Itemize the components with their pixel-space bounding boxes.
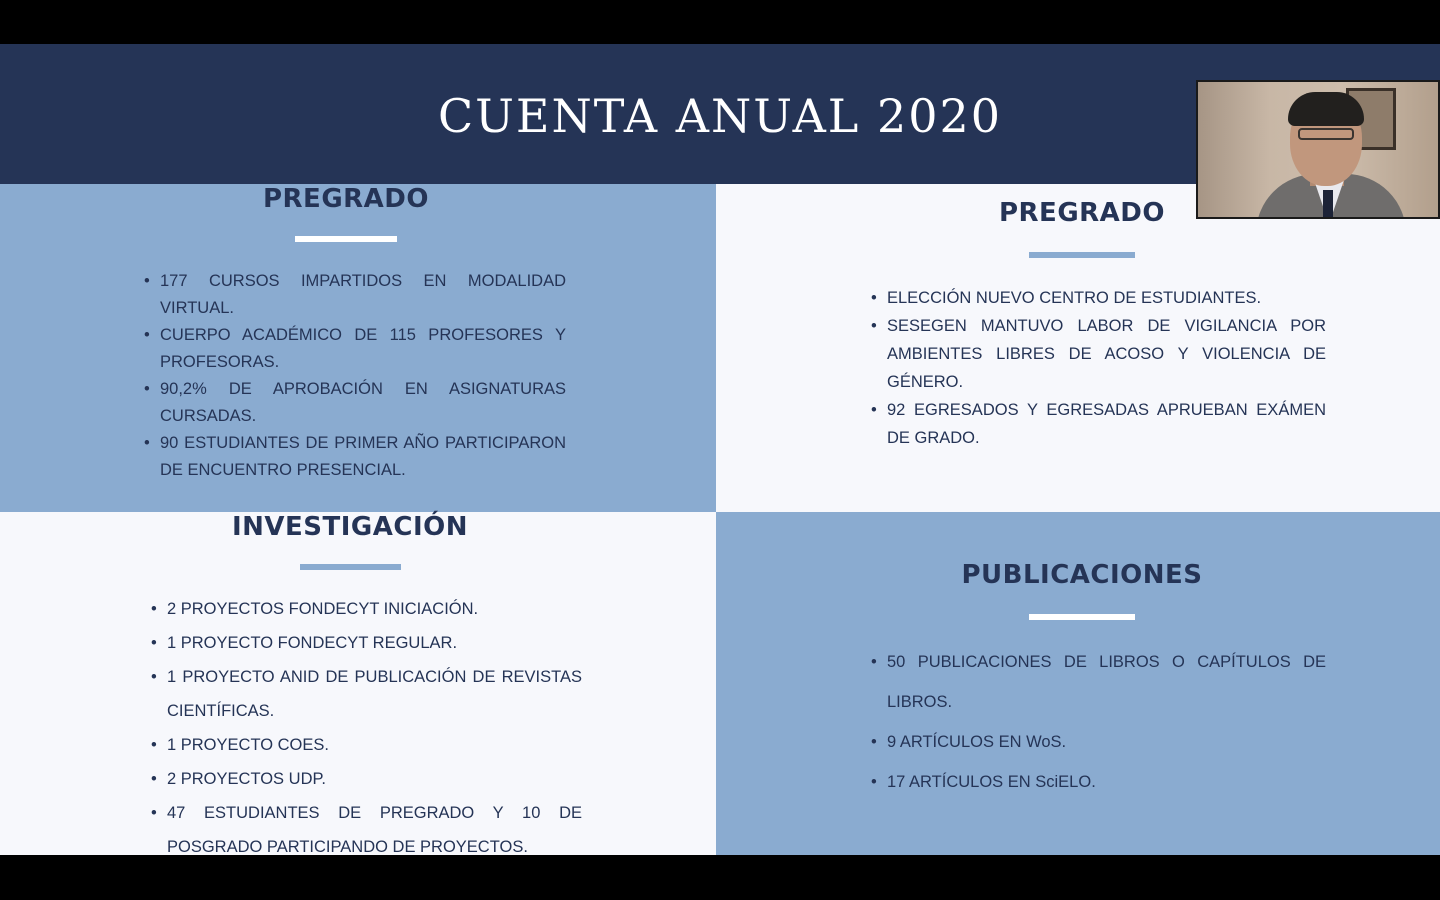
presenter-glasses (1298, 128, 1354, 140)
list-item: • 2 PROYECTOS UDP. (167, 762, 582, 796)
list-item: • 1 PROYECTO FONDECYT REGULAR. (167, 626, 582, 660)
panel-heading: INVESTIGACIÓN (231, 512, 469, 542)
list-item: • SESEGEN MANTUVO LABOR DE VIGILANCIA POR AMBIENTES LIBRES DE ACOSO Y VIOLENCIA DE GÉNERO. (887, 312, 1326, 396)
list-item: • 177 CURSOS IMPARTIDOS EN MODALIDAD VIRTUAL. (160, 268, 566, 322)
list-item: • 1 PROYECTO ANID DE PUBLICACIÓN DE REVISTAS CIENTÍFICAS. (167, 660, 582, 728)
heading-underline (295, 236, 397, 242)
investigacion-list (151, 592, 582, 855)
heading-underline (1029, 614, 1135, 620)
pregrado-1-list (144, 268, 566, 484)
panel-investigacion (0, 512, 716, 855)
panel-pregrado-2 (716, 184, 1440, 512)
list-item: • 50 PUBLICACIONES DE LIBROS O CAPÍTULOS DE LIBROS. (887, 642, 1326, 722)
panel-pregrado-1 (0, 184, 716, 512)
heading-underline (1029, 252, 1135, 258)
heading-underline (300, 564, 401, 570)
list-item: • 17 ARTÍCULOS EN SciELO. (887, 762, 1326, 802)
list-item: • 1 PROYECTO COES. (167, 728, 582, 762)
list-item: • 92 EGRESADOS Y EGRESADAS APRUEBAN EXÁMEN DE GRADO. (887, 396, 1326, 452)
list-item: • 47 ESTUDIANTES DE PREGRADO Y 10 DE POSGRADO PARTICIPANDO DE PROYECTOS. (167, 796, 582, 855)
list-item: • 2 PROYECTOS FONDECYT INICIACIÓN. (167, 592, 582, 626)
presenter-video-thumbnail[interactable] (1196, 80, 1440, 219)
panel-heading: PUBLICACIONES (961, 560, 1203, 590)
publicaciones-list (871, 642, 1326, 802)
list-item: • ELECCIÓN NUEVO CENTRO DE ESTUDIANTES. (887, 284, 1326, 312)
pregrado-2-list (871, 284, 1326, 452)
list-item: • 90,2% DE APROBACIÓN EN ASIGNATURAS CURSADAS. (160, 376, 566, 430)
list-item: • 9 ARTÍCULOS EN WoS. (887, 722, 1326, 762)
panel-publicaciones (716, 512, 1440, 855)
bottom-letterbox (0, 855, 1440, 900)
list-item: • 90 ESTUDIANTES DE PRIMER AÑO PARTICIPARON DE ENCUENTRO PRESENCIAL. (160, 430, 566, 484)
panel-heading: PREGRADO (998, 198, 1165, 228)
top-letterbox (0, 0, 1440, 44)
presenter-tie (1323, 190, 1333, 219)
presenter-hair (1288, 92, 1364, 126)
list-item: • CUERPO ACADÉMICO DE 115 PROFESORES Y PROFESORAS. (160, 322, 566, 376)
slide-title: CUENTA ANUAL 2020 (437, 89, 1003, 143)
panel-heading: PREGRADO (262, 184, 429, 214)
